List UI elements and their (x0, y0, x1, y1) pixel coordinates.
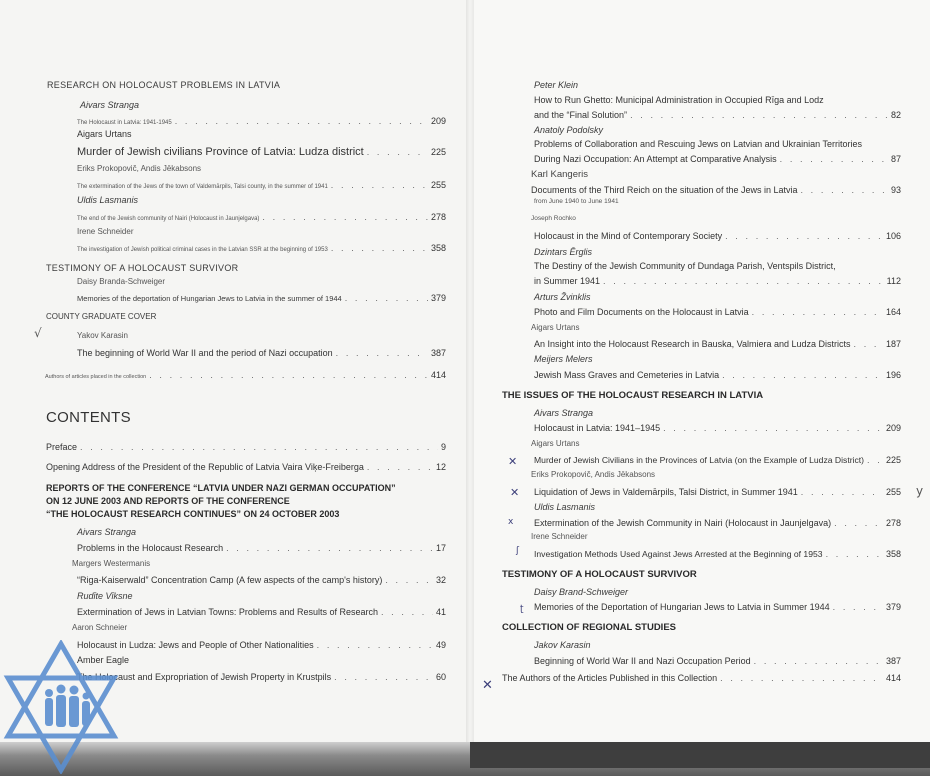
page-number: 387 (885, 656, 901, 666)
pencil-cross-mark: ✕ (482, 678, 493, 693)
author-name: Anatoly Podolsky (534, 125, 604, 135)
entry-title: Memories of the Deportation of Hungarian Jews to Latvia in Summer 1944 (534, 602, 830, 612)
toc-entry[interactable] (534, 656, 901, 666)
entry-title: Extermination of Jews in Latvian Towns: Problems and Results of Research (77, 607, 378, 617)
toc-entry[interactable] (77, 640, 446, 650)
entry-title: The investigation of Jewish political criminal cases in the Latvian SSR at the beginning of 1953 (77, 247, 328, 253)
pencil-cross-mark: ✕ (508, 455, 518, 468)
author-name: Eriks Prokopovič, Andis Jēkabsons (77, 164, 202, 173)
entry-title: Liquidation of Jews in Valdemārpils, Talsi District, in Summer 1941 (534, 487, 798, 497)
testimony-section-header: TESTIMONY OF A HOLOCAUST SURVIVOR (502, 569, 697, 580)
pencil-cross-mark: ✕ (510, 486, 520, 499)
author-name: Irene Schneider (531, 532, 588, 541)
entry-title: and the “Final Solution” (534, 110, 628, 120)
toc-entry[interactable] (534, 549, 901, 559)
page-number: 49 (435, 640, 446, 650)
page-bottom-edge (470, 742, 930, 768)
page-number: 60 (435, 672, 446, 682)
entry-title-line: The Destiny of the Jewish Community of Dundaga Parish, Ventspils District, (534, 261, 836, 271)
author-name: Amber Eagle (77, 655, 130, 665)
page-number: 187 (885, 339, 901, 349)
author-name: Daisy Brand-Schweiger (534, 587, 629, 597)
author-name: Aivars Stranga (80, 100, 140, 110)
entry-title: Photo and Film Documents on the Holocaust in Latvia (534, 307, 749, 317)
page-number: 379 (885, 602, 901, 612)
pencil-check-mark: y (916, 484, 924, 498)
page-number: 32 (435, 575, 446, 585)
entry-title: An Insight into the Holocaust Research in Bauska, Valmiera and Ludza Districts (534, 339, 851, 349)
author-name: Rudīte Vīksne (77, 591, 133, 601)
toc-entry[interactable] (77, 348, 446, 358)
author-name: Yakov Karasin (77, 331, 128, 340)
author-name: Peter Klein (534, 80, 579, 90)
toc-entry[interactable] (46, 462, 446, 472)
author-name: Margers Westermanis (72, 559, 151, 568)
regional-section-header: COLLECTION OF REGIONAL STUDIES (502, 622, 676, 633)
page-number: 82 (890, 110, 901, 120)
page-number: 12 (435, 462, 446, 472)
entry-title: in Summer 1941 (534, 276, 601, 286)
reports-section-header: REPORTS OF THE CONFERENCE “LATVIA UNDER NAZI GERMAN OCCUPATION” (46, 483, 396, 493)
page-number: 379 (430, 293, 446, 303)
page-number: 196 (885, 370, 901, 380)
county-section-header: COUNTY GRADUATE COVER (46, 312, 157, 321)
page-number: 358 (885, 549, 901, 559)
author-name: Arturs Žvinklis (534, 292, 591, 302)
toc-entry[interactable] (77, 180, 446, 190)
family-figures-icon (45, 685, 90, 728)
pencil-tick-mark: ʃ (516, 546, 520, 556)
entry-title: Opening Address of the President of the Republic of Latvia Vaira Viķe-Freiberga (46, 462, 364, 472)
author-name: Karl Kangeris (531, 169, 589, 180)
entry-title: Authors of articles placed in the collection (45, 374, 147, 380)
toc-entry[interactable] (77, 212, 446, 222)
author-name: Eriks Prokopovič, Andis Jēkabsons (531, 470, 656, 479)
author-name: Daisy Branda-Schweiger (77, 277, 166, 286)
page-number: 164 (885, 307, 901, 317)
page-number: 255 (885, 487, 901, 497)
author-name: Irene Schneider (77, 227, 134, 236)
page-number: 87 (890, 154, 901, 164)
author-name: Uldis Lasmanis (534, 502, 596, 512)
toc-entry[interactable] (46, 442, 446, 452)
page-number: 358 (430, 243, 446, 253)
entry-title: Holocaust in the Mind of Contemporary Society (534, 231, 723, 241)
toc-entry[interactable] (534, 307, 901, 317)
page-number: 414 (430, 370, 446, 380)
entry-title: The Authors of the Articles Published in this Collection (502, 673, 718, 683)
book-gutter (466, 0, 474, 742)
entry-title-line: Problems of Collaboration and Rescuing Jews on Latvian and Ukrainian Territories (534, 139, 863, 149)
entry-title: Problems in the Holocaust Research (77, 543, 224, 553)
page-number: 9 (440, 442, 446, 452)
author-name: Aigars Urtans (531, 439, 580, 448)
author-name: Dzintars Ērglis (534, 247, 593, 257)
entry-title: Investigation Methods Used Against Jews Arrested at the Beginning of 1953 (534, 549, 823, 559)
entry-title: “Riga-Kaiserwald” Concentration Camp (A few aspects of the camp's history) (77, 575, 383, 585)
page-number: 209 (430, 116, 446, 126)
page-number: 106 (885, 231, 901, 241)
toc-entry[interactable] (77, 543, 446, 553)
author-name: Aivars Stranga (534, 408, 594, 418)
page-number: 414 (885, 673, 901, 683)
entry-title: Jewish Mass Graves and Cemeteries in Latvia (534, 370, 720, 380)
entry-title-line: How to Run Ghetto: Municipal Administration in Occupied Rīga and Lodz (534, 95, 824, 105)
page-number: 278 (430, 212, 446, 222)
entry-title: Murder of Jewish Civilians in the Provinces of Latvia (on the Example of Ludza District) (534, 455, 865, 465)
author-name: Meijers Melers (534, 354, 593, 364)
entry-title: During Nazi Occupation: An Attempt at Comparative Analysis (534, 154, 777, 164)
toc-entry[interactable] (45, 370, 446, 380)
entry-title: Extermination of the Jewish Community in Nairi (Holocaust in Jaunjelgava) (534, 518, 832, 528)
entry-title: The beginning of World War II and the period of Nazi occupation (77, 348, 333, 358)
toc-entry[interactable] (534, 518, 901, 528)
entry-title: Murder of Jewish civilians Province of Latvia: Ludza district (77, 146, 364, 158)
page-number: 93 (890, 185, 901, 195)
toc-entry[interactable] (531, 185, 901, 195)
toc-entry[interactable] (534, 370, 901, 380)
entry-title: Holocaust in Ludza: Jews and People of Other Nationalities (77, 640, 314, 650)
toc-entry[interactable] (534, 602, 901, 612)
entry-title: The Holocaust and Expropriation of Jewish Property in Krustpils (77, 672, 332, 682)
author-name: Joseph Rochko (531, 215, 576, 222)
entry-title: The end of the Jewish community of Nairi (Holocaust in Jaunjelgava) (77, 216, 260, 222)
toc-entry[interactable] (77, 146, 446, 158)
toc-entry[interactable] (534, 231, 901, 241)
page-number: 387 (430, 348, 446, 358)
toc-entry[interactable] (77, 293, 446, 303)
toc-entry[interactable] (534, 276, 901, 286)
toc-entry[interactable] (77, 243, 446, 253)
pencil-check-mark: √ (34, 326, 42, 340)
author-name: Uldis Lasmanis (77, 195, 139, 205)
page-number: 225 (885, 455, 901, 465)
toc-entry[interactable] (77, 116, 446, 126)
research-section-header: RESEARCH ON HOLOCAUST PROBLEMS IN LATVIA (47, 80, 281, 90)
entry-title: The extermination of the Jews of the town of Valdemārpils, Talsi county, in the summer of 1941 (77, 184, 328, 190)
toc-entry[interactable] (534, 154, 901, 164)
page-number: 17 (435, 543, 446, 553)
entry-title: Beginning of World War II and Nazi Occupation Period (534, 656, 751, 666)
entry-title: Documents of the Third Reich on the situation of the Jews in Latvia (531, 185, 798, 195)
toc-entry[interactable] (77, 672, 446, 682)
reports-section-header: ON 12 JUNE 2003 AND REPORTS OF THE CONFERENCE (46, 496, 290, 506)
pencil-cross-mark: x (508, 517, 514, 527)
author-name: Aivars Stranga (77, 527, 137, 537)
pencil-tick-mark: ʈ (520, 604, 524, 614)
author-name: Aigars Urtans (531, 323, 580, 332)
issues-section-header: THE ISSUES OF THE HOLOCAUST RESEARCH IN LATVIA (502, 390, 764, 401)
entry-title: Holocaust in Latvia: 1941–1945 (534, 423, 661, 433)
toc-entry[interactable] (534, 487, 901, 497)
author-name: Aigars Urtans (77, 129, 132, 139)
toc-entry[interactable] (502, 673, 901, 683)
toc-entry[interactable] (534, 339, 901, 349)
entry-subtitle: from June 1940 to June 1941 (534, 198, 619, 205)
star-of-david-logo (2, 640, 120, 774)
page-number: 225 (430, 147, 446, 157)
author-name: Jakov Karasin (534, 640, 591, 650)
page-number: 209 (885, 423, 901, 433)
page-number: 255 (430, 180, 446, 190)
toc-entry[interactable] (534, 423, 901, 433)
author-name: Aaron Schneier (72, 623, 128, 632)
entry-title: Preface (46, 442, 78, 452)
toc-entry[interactable] (77, 575, 446, 585)
toc-entry[interactable] (77, 607, 446, 617)
toc-entry[interactable] (534, 455, 901, 465)
reports-section-header: “THE HOLOCAUST RESEARCH CONTINUES” ON 24 OCTOBER 2003 (46, 509, 340, 519)
page-number: 41 (435, 607, 446, 617)
testimony-section-header: TESTIMONY OF A HOLOCAUST SURVIVOR (46, 263, 239, 273)
page-number: 278 (885, 518, 901, 528)
toc-entry[interactable] (534, 110, 901, 120)
entry-title: Memories of the deportation of Hungarian Jews to Latvia in the summer of 1944 (77, 294, 342, 303)
contents-title: CONTENTS (46, 409, 131, 426)
page-number: 112 (886, 276, 901, 286)
entry-title: The Holocaust in Latvia: 1941-1945 (77, 120, 172, 126)
